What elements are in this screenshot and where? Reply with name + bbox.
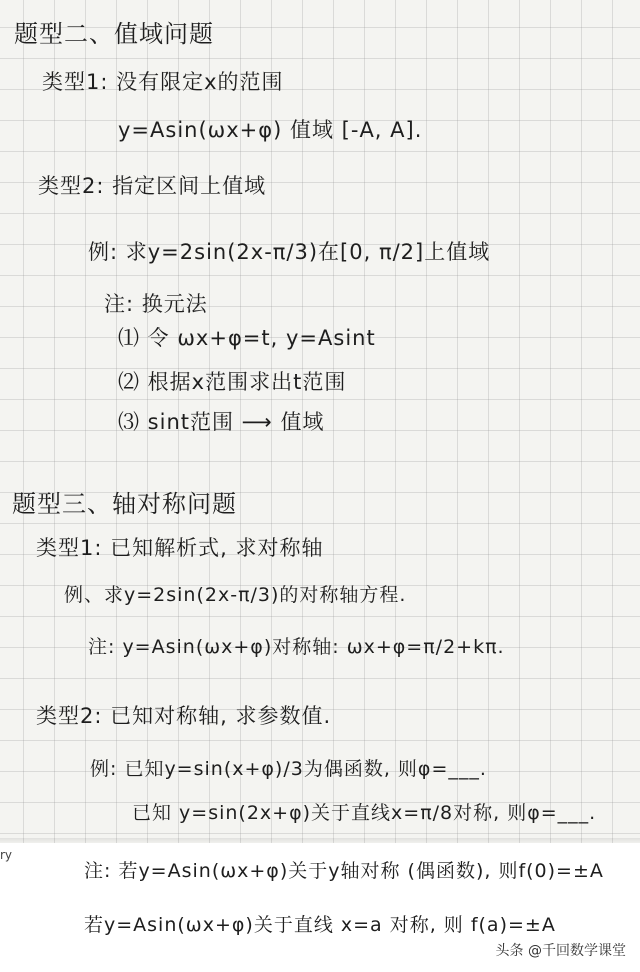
step-2: ⑵ 根据x范围求出t范围 bbox=[118, 370, 347, 394]
step-1: ⑴ 令 ωx+φ=t, y=Asint bbox=[118, 326, 376, 350]
heading-axis-symmetry: 题型三、轴对称问题 bbox=[12, 490, 237, 518]
watermark: 头条 @千回数学课堂 bbox=[495, 943, 626, 959]
note-y-axis-symmetry: 注: 若y=Asin(ωx+φ)关于y轴对称 (偶函数), 则f(0)=±A bbox=[84, 860, 604, 882]
type2-symmetry-label: 类型2: 已知对称轴, 求参数值. bbox=[36, 704, 332, 728]
type1-label: 类型1: 没有限定x的范围 bbox=[42, 70, 284, 94]
heading-range-problems: 题型二、值域问题 bbox=[14, 20, 214, 48]
note-symmetry-axis: 注: y=Asin(ωx+φ)对称轴: ωx+φ=π/2+kπ. bbox=[88, 636, 505, 658]
example-symmetry-axis: 例、求y=2sin(2x-π/3)的对称轴方程. bbox=[64, 584, 407, 606]
edge-text: ry bbox=[0, 848, 13, 862]
type2-label: 类型2: 指定区间上值域 bbox=[38, 174, 267, 198]
step-3: ⑶ sint范围 ⟶ 值域 bbox=[118, 410, 325, 434]
range-formula: y=Asin(ωx+φ) 值域 [-A, A]. bbox=[118, 118, 423, 142]
example-symmetric-line: 已知 y=sin(2x+φ)关于直线x=π/8对称, 则φ=___. bbox=[132, 802, 597, 824]
example-even-function: 例: 已知y=sin(x+φ)/3为偶函数, 则φ=___. bbox=[90, 758, 487, 780]
example-range: 例: 求y=2sin(2x-π/3)在[0, π/2]上值域 bbox=[88, 240, 491, 264]
note-substitution: 注: 换元法 bbox=[104, 292, 208, 316]
type1-symmetry-label: 类型1: 已知解析式, 求对称轴 bbox=[36, 536, 324, 560]
note-line-symmetry: 若y=Asin(ωx+φ)关于直线 x=a 对称, 则 f(a)=±A bbox=[84, 914, 556, 936]
